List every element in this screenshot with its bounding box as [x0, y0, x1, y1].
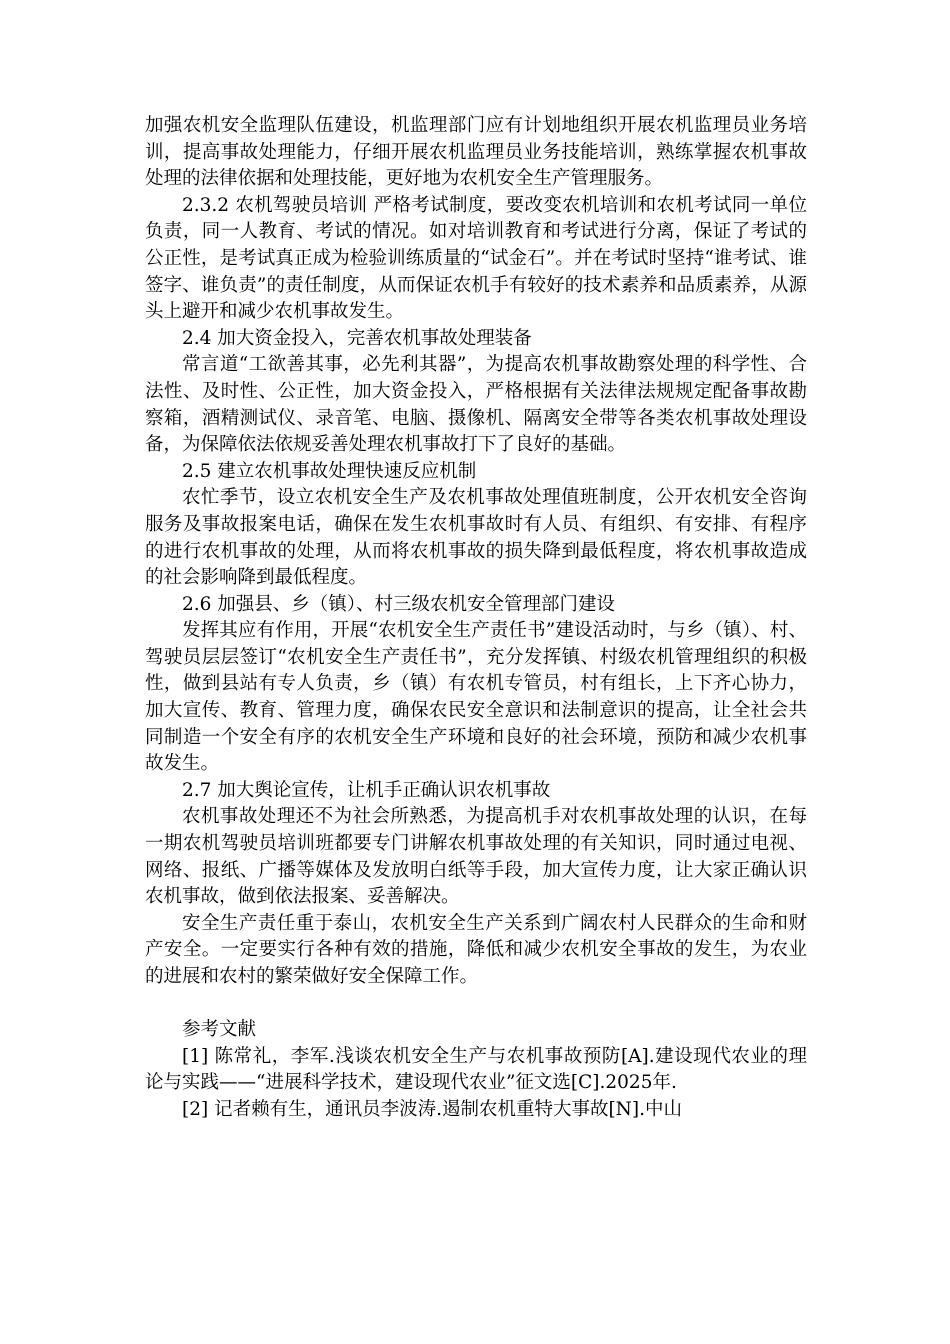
paragraph-rapid-response: 农忙季节，设立农机安全生产及农机事故处理值班制度，公开农机安全咨询服务及事故报案电话，确保在发生农机事故时有人员、有组织、有安排、有程序的进行农机事故的处理，从而将农机事故的损失降到最低程度，将农机事故造成的社会影响降到最低程度。 [145, 487, 807, 589]
section-heading-2-7: 2.7 加大舆论宣传，让机手正确认识农机事故 [182, 779, 551, 801]
reference-item-2: [2] 记者赖有生，通讯员李波涛.遏制农机重特大事故[N].中山 [182, 1098, 682, 1120]
paragraph-team-building: 加强农机安全监理队伍建设，机监理部门应有计划地组织开展农机监理员业务培训，提高事故处理能力，仔细开展农机监理员业务技能培训，熟练掌握农机事故处理的法律依据和处理技能，更好地为农机安全生产管理服务。 [145, 115, 807, 190]
section-heading-2-5: 2.5 建立农机事故处理快速反应机制 [182, 460, 477, 482]
paragraph-driver-training: 2.3.2 农机驾驶员培训 严格考试制度，要改变农机培训和农机考试同一单位负责，同一人教育、考试的情况。如对培训教育和考试进行分离，保证了考试的公正性，是考试真正成为检验训练质量的“试金石”。并在考试时坚持“谁考试、谁签字、谁负责”的责任制度，从而保证农机手有较好的技术素养和品质素养，从源头上避开和减少农机事故发生。 [145, 194, 807, 323]
paragraph-equipment: 常言道“工欲善其事，必先利其器”，为提高农机事故勘察处理的科学性、合法性、及时性、公正性，加大资金投入，严格根据有关法律法规规定配备事故勘察箱，酒精测试仪、录音笔、电脑、摄像机、隔离安全带等各类农机事故处理设备，为保障依法依规妥善处理农机事故打下了良好的基础。 [145, 354, 807, 456]
reference-item-1: [1] 陈常礼，李军.浅谈农机安全生产与农机事故预防[A].建设现代农业的理论与实践——“进展科学技术，建设现代农业”征文选[C].2025年. [145, 1045, 807, 1094]
section-heading-2-6: 2.6 加强县、乡（镇）、村三级农机安全管理部门建设 [182, 593, 616, 615]
section-heading-2-4: 2.4 加大资金投入，完善农机事故处理装备 [182, 327, 532, 349]
references-title: 参考文献 [182, 1019, 257, 1041]
document-body [145, 113, 807, 1124]
paragraph-three-level-management: 发挥其应有作用，开展“农机安全生产责任书”建设活动时，与乡（镇）、村、驾驶员层层签订“农机安全生产责任书”，充分发挥镇、村级农机管理组织的积极性，做到县站有专人负责，乡（镇）有农机专管员，村有组长，上下齐心协力，加大宣传、教育、管理力度，确保农民安全意识和法制意识的提高，让全社会共同制造一个安全有序的农机安全生产环境和良好的社会环境，预防和减少农机事故发生。 [145, 620, 807, 775]
paragraph-publicity: 农机事故处理还不为社会所熟悉，为提高机手对农机事故处理的认识，在每一期农机驾驶员培训班都要专门讲解农机事故处理的有关知识，同时通过电视、网络、报纸、广播等媒体及发放明白纸等手段，加大宣传力度，让大家正确认识农机事故，做到依法报案、妥善解决。 [145, 806, 807, 908]
section-spacer [145, 991, 807, 1018]
paragraph-conclusion: 安全生产责任重于泰山，农机安全生产关系到广阔农村人民群众的生命和财产安全。一定要实行各种有效的措施，降低和减少农机安全事故的发生，为农业的进展和农村的繁荣做好安全保障工作。 [145, 912, 807, 987]
